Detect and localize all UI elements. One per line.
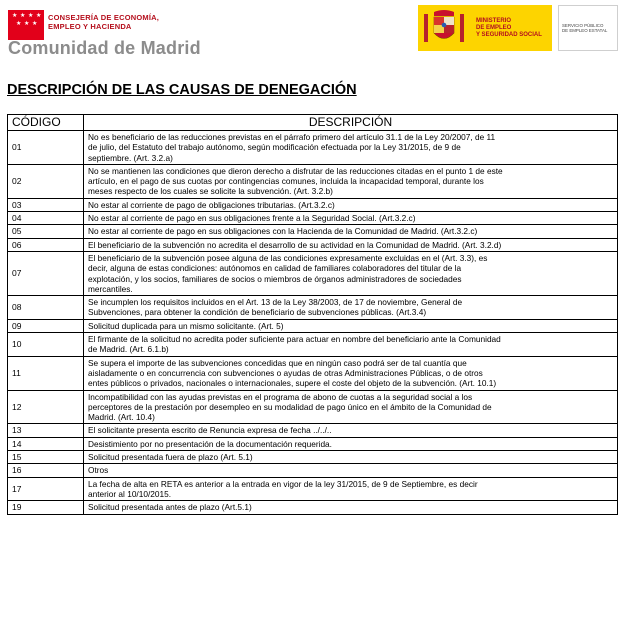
row-description xyxy=(84,164,618,198)
description-line: Se supera el importe de las subvenciones concedidas que en ningún caso podrá ser de tal cuantía que xyxy=(88,357,467,368)
row-code: 11 xyxy=(8,356,84,390)
employment-service-name xyxy=(562,23,607,33)
row-description xyxy=(84,477,618,501)
description-line: perceptores de la prestación por desempleo en su modalidad de pago único en el ámbito de la Comunidad de xyxy=(88,401,492,412)
madrid-org-name: Comunidad de Madrid xyxy=(8,38,201,58)
row-code: 13 xyxy=(8,424,84,437)
denial-causes-table xyxy=(7,114,618,515)
row-code: 01 xyxy=(8,131,84,165)
description-line: No estar al corriente de pago en sus obligaciones con la Hacienda de la Comunidad de Madrid. (Art.3.2.c) xyxy=(88,226,478,237)
row-code: 05 xyxy=(8,225,84,238)
description-line: No estar al corriente de pago en sus obligaciones frente a la Seguridad Social. (Art.3.2.c) xyxy=(88,213,416,224)
description-line: meses respecto de los cuales se solicite la subvención. (Art. 3.2.b) xyxy=(88,186,333,197)
employment-service-line1: SERVICIO PÚBLICO xyxy=(562,23,604,28)
description-line: La fecha de alta en RETA es anterior a la entrada en vigor de la ley 31/2015, de 9 de Septiembre, es decir xyxy=(88,478,478,489)
employment-service-box xyxy=(558,5,618,51)
description-line: Se incumplen los requisitos incluidos en el Art. 13 de la Ley 38/2003, de 17 de noviembre, General de xyxy=(88,297,463,308)
table-header-row xyxy=(8,115,618,131)
row-code: 14 xyxy=(8,437,84,450)
row-code: 16 xyxy=(8,464,84,477)
row-description xyxy=(84,212,618,225)
spain-coat-of-arms-icon xyxy=(422,8,466,48)
description-line: explotación, y los socios, familiares de socios o miembros de órganos administradores de sociedades xyxy=(88,273,462,284)
description-line: Solicitud duplicada para un mismo solicitante. (Art. 5) xyxy=(88,320,284,331)
description-line: artículo, en el pago de sus cuotas por contingencias comunes, incluida la incapacidad temporal, durante los xyxy=(88,176,484,187)
row-description xyxy=(84,424,618,437)
row-code: 07 xyxy=(8,251,84,295)
row-code: 06 xyxy=(8,238,84,251)
table-row xyxy=(8,424,618,437)
row-description xyxy=(84,131,618,165)
document-title: DESCRIPCIÓN DE LAS CAUSAS DE DENEGACIÓN xyxy=(7,82,357,98)
row-description xyxy=(84,225,618,238)
row-description xyxy=(84,501,618,514)
table-row xyxy=(8,451,618,464)
description-line: mercantiles. xyxy=(88,283,133,294)
row-description xyxy=(84,238,618,251)
description-line: Incompatibilidad con las ayudas previstas en el programa de abono de cuotas a la seguridad social a los xyxy=(88,391,473,402)
table-body xyxy=(8,131,618,515)
madrid-department xyxy=(48,14,159,31)
description-line: Madrid. (Art. 10.4) xyxy=(88,412,155,423)
madrid-department-line2: EMPLEO Y HACIENDA xyxy=(48,21,132,31)
row-description xyxy=(84,390,618,424)
row-code: 09 xyxy=(8,319,84,332)
table-row xyxy=(8,198,618,211)
table-row xyxy=(8,390,618,424)
row-description xyxy=(84,198,618,211)
row-code: 12 xyxy=(8,390,84,424)
row-code: 04 xyxy=(8,212,84,225)
row-code: 10 xyxy=(8,333,84,357)
description-line: Desistimiento por no presentación de la documentación requerida. xyxy=(88,438,332,449)
description-line: decir, alguna de estas condiciones: autónomos en calidad de familiares colaboradores del titular de la xyxy=(88,263,462,274)
table-row xyxy=(8,251,618,295)
description-line: El beneficiario de la subvención posee alguna de las condiciones expresamente excluidas en el (Art. 3.3), es xyxy=(88,252,488,263)
table-row xyxy=(8,437,618,450)
table-row xyxy=(8,464,618,477)
table-row xyxy=(8,319,618,332)
table-row xyxy=(8,333,618,357)
description-line: El firmante de la solicitud no acredita poder suficiente para actuar en nombre del beneficiario ante la Comunidad xyxy=(88,334,501,345)
table-row xyxy=(8,225,618,238)
table-row xyxy=(8,212,618,225)
description-line: El beneficiario de la subvención no acredita el desarrollo de su actividad en la Comunidad de Madrid. (Art. 3.2.d) xyxy=(88,239,502,250)
page-header xyxy=(0,0,625,62)
column-header-description: DESCRIPCIÓN xyxy=(84,115,618,131)
ministry-name-line1: MINISTERIO xyxy=(476,18,512,24)
description-line: Solicitud presentada antes de plazo (Art.5.1) xyxy=(88,502,252,513)
ministry-banner xyxy=(418,5,552,51)
table-row xyxy=(8,356,618,390)
description-line: aisladamente o en concurrencia con subvenciones o ayudas de otras Administraciones Públicas, o de otros xyxy=(88,367,483,378)
table-row xyxy=(8,164,618,198)
description-line: entes públicos o privados, nacionales o internacionales, supere el coste del objeto de la subvención. (Art. 10.1) xyxy=(88,378,497,389)
madrid-department-line1: CONSEJERÍA DE ECONOMÍA, xyxy=(48,13,160,22)
row-code: 02 xyxy=(8,164,84,198)
description-line: No es beneficiario de las reducciones previstas en el párrafo primero del artículo 31.1 de la Ley 20/2007, de 11 xyxy=(88,132,496,142)
row-code: 08 xyxy=(8,296,84,320)
row-code: 17 xyxy=(8,477,84,501)
ministry-name-line2: DE EMPLEO xyxy=(476,25,512,31)
table-row xyxy=(8,131,618,165)
description-line: de julio, del Estatuto del trabajo autónomo, según modificación efectuada por la Ley 31/2015, de 9 de xyxy=(88,142,461,153)
row-description xyxy=(84,451,618,464)
row-description xyxy=(84,356,618,390)
column-header-code: CÓDIGO xyxy=(8,115,84,131)
row-description xyxy=(84,319,618,332)
table-row xyxy=(8,238,618,251)
ministry-logo-block xyxy=(418,5,618,51)
row-description xyxy=(84,333,618,357)
description-line: septiembre. (Art. 3.2.a) xyxy=(88,152,173,163)
ministry-name-line3: Y SEGURIDAD SOCIAL xyxy=(476,32,542,38)
row-code: 19 xyxy=(8,501,84,514)
row-description xyxy=(84,296,618,320)
employment-service-line2: DE EMPLEO ESTATAL xyxy=(562,28,608,33)
row-code: 15 xyxy=(8,451,84,464)
description-line: No estar al corriente de pago de obligaciones tributarias. (Art.3.2.c) xyxy=(88,199,335,210)
description-line: Otros xyxy=(88,465,109,476)
description-line: Subvenciones, para obtener la condición de beneficiario de subvenciones públicas. (Art.3.4) xyxy=(88,307,427,318)
ministry-name xyxy=(476,18,542,39)
row-code: 03 xyxy=(8,198,84,211)
table-row xyxy=(8,501,618,514)
description-line: anterior al 10/10/2015. xyxy=(88,488,172,499)
row-description xyxy=(84,251,618,295)
description-line: Solicitud presentada fuera de plazo (Art. 5.1) xyxy=(88,452,253,463)
description-line: No se mantienen las condiciones que dieron derecho a disfrutar de las reducciones citadas en el punto 1 de este xyxy=(88,165,503,176)
description-line: de Madrid. (Art. 6.1.b) xyxy=(88,344,169,355)
description-line: El solicitante presenta escrito de Renuncia expresa de fecha ../../.. xyxy=(88,425,332,436)
table-row xyxy=(8,296,618,320)
madrid-stars-logo: ★ ★ ★ ★ ★ ★ ★ xyxy=(8,10,44,40)
row-description xyxy=(84,464,618,477)
table-row xyxy=(8,477,618,501)
row-description xyxy=(84,437,618,450)
